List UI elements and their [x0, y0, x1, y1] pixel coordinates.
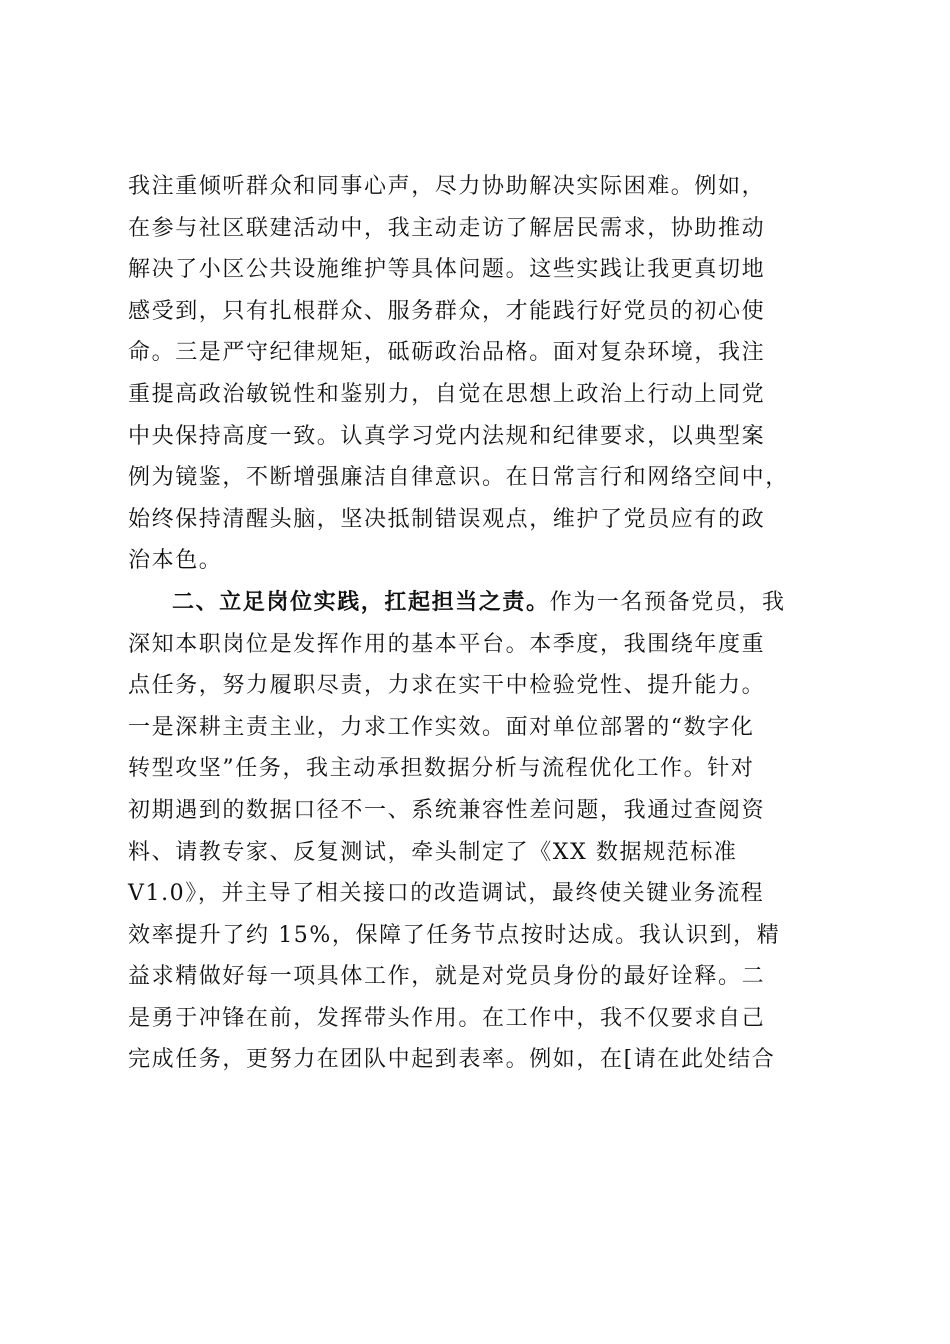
text-line: 点任务，努力履职尽责，力求在实干中检验党性、提升能力。	[128, 673, 766, 699]
text-line: 我注重倾听群众和同事心声，尽力协助解决实际困难。例如，	[128, 174, 766, 199]
text-line: 料、请教专家、反复测试，牵头制定了《XX 数据规范标准	[128, 839, 738, 865]
text-line: 一是深耕主责主业，力求工作实效。面对单位部署的“数字化	[128, 714, 755, 740]
text-line: 重提高政治敏锐性和鉴别力，自觉在思想上政治上行动上同党	[128, 381, 766, 407]
text-line: 完成任务，更努力在团队中起到表率。例如，在[请在此处结合	[128, 1047, 776, 1073]
text-line: 感受到，只有扎根群众、服务群众，才能践行好党员的初心使	[128, 298, 766, 324]
text-line: 益求精做好每一项具体工作，就是对党员身份的最好诠释。二	[128, 964, 766, 990]
text-line: 深知本职岗位是发挥作用的基本平台。本季度，我围绕年度重	[128, 631, 766, 657]
text-line: 转型攻坚”任务，我主动承担数据分析与流程优化工作。针对	[128, 756, 755, 782]
body-text	[128, 166, 828, 1081]
text-line: V1.0》，并主导了相关接口的改造调试，最终使关键业务流程	[128, 881, 765, 907]
text-line: 解决了小区公共设施维护等具体问题。这些实践让我更真切地	[128, 257, 766, 283]
text-line: 初期遇到的数据口径不一、系统兼容性差问题，我通过查阅资	[128, 797, 766, 823]
text-line: 在参与社区联建活动中，我主动走访了解居民需求，协助推动	[128, 215, 766, 241]
text-line: 效率提升了约 15%，保障了任务节点按时达成。我认识到，精	[128, 922, 781, 948]
text-line: 中央保持高度一致。认真学习党内法规和纪律要求，以典型案	[128, 423, 766, 449]
section-heading: 二、立足岗位实践，扛起担当之责。	[172, 588, 550, 615]
text-line: 治本色。	[128, 548, 223, 574]
section-heading-rest: 作为一名预备党员，我	[549, 589, 786, 615]
text-line: 例为镜鉴，不断增强廉洁自律意识。在日常言行和网络空间中，	[128, 465, 789, 491]
section-heading-line	[128, 582, 828, 624]
text-line: 命。三是严守纪律规矩，砥砺政治品格。面对复杂环境，我注	[128, 340, 766, 366]
text-line: 始终保持清醒头脑，坚决抵制错误观点，维护了党员应有的政	[128, 506, 766, 532]
text-line: 是勇于冲锋在前，发挥带头作用。在工作中，我不仅要求自己	[128, 1005, 766, 1031]
